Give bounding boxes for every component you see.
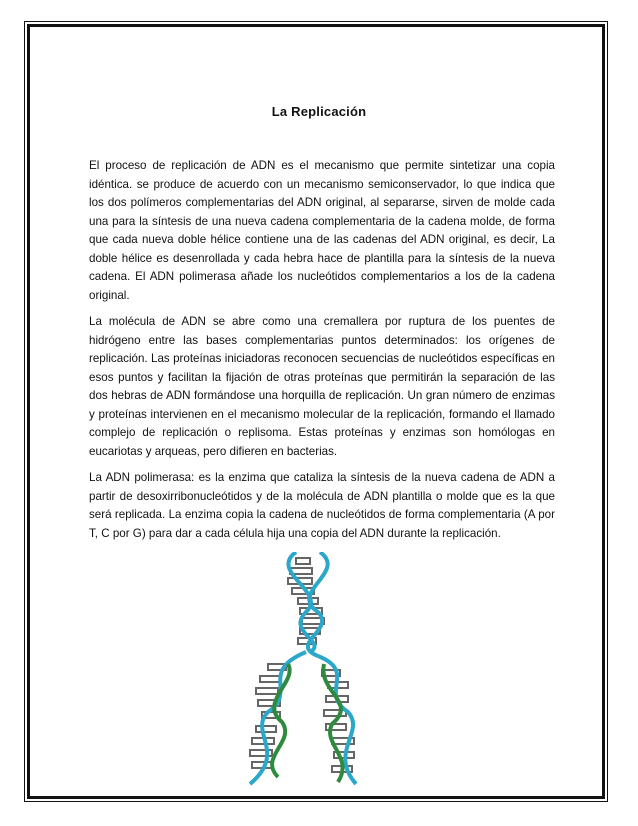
document-body [89,157,555,551]
page-title: La Replicación [271,104,367,119]
paragraph-2: La molécula de ADN se abre como una cremallera por ruptura de los puentes de hidrógeno entre las bases complementarias puntos determinados: los orígenes de replicación. Las proteínas iniciadoras reconocen secuencias de nucleótidos específicas en esos puntos y facilitan la fijación de otras proteínas que permitirán la separación de las dos hebras de ADN formándose una horquilla de replicación. Un gran número de enzimas y proteínas intervienen en el mecanismo molecular de la replicación, formando el llamado complejo de replicación o replisoma. Estas proteínas y enzimas son homólogas en eucariotas y arqueas, pero difieren en bacterias. [89,315,555,458]
paragraph-1: El proceso de replicación de ADN es el mecanismo que permite sintetizar una copia idéntica. se produce de acuerdo con un mecanismo semiconservador, lo que indica que los dos polímeros complementarias del ADN original, al separarse, sirven de molde cada una para la síntesis de una nueva cadena complementaria de la cadena molde, de forma que cada nueva doble hélice contiene una de las cadenas del ADN original, es decir, La doble hélice es desenrollada y cada hebra hace de plantilla para la síntesis de la nueva cadena. El ADN polimerasa añade los nucleótidos complementarios a los de la cadena original. [89,159,555,302]
dna-replication-illustration [248,552,368,787]
paragraph-3: La ADN polimerasa: es la enzima que cataliza la síntesis de la nueva cadena de ADN a partir de desoxirribonucleótidos y de la molécula de ADN plantilla o molde que es la que será replicada. La enzima copia la cadena de nucleótidos de forma complementaria (A por T, C por G) para dar a cada célula hija una copia del ADN durante la replicación. [89,471,555,540]
